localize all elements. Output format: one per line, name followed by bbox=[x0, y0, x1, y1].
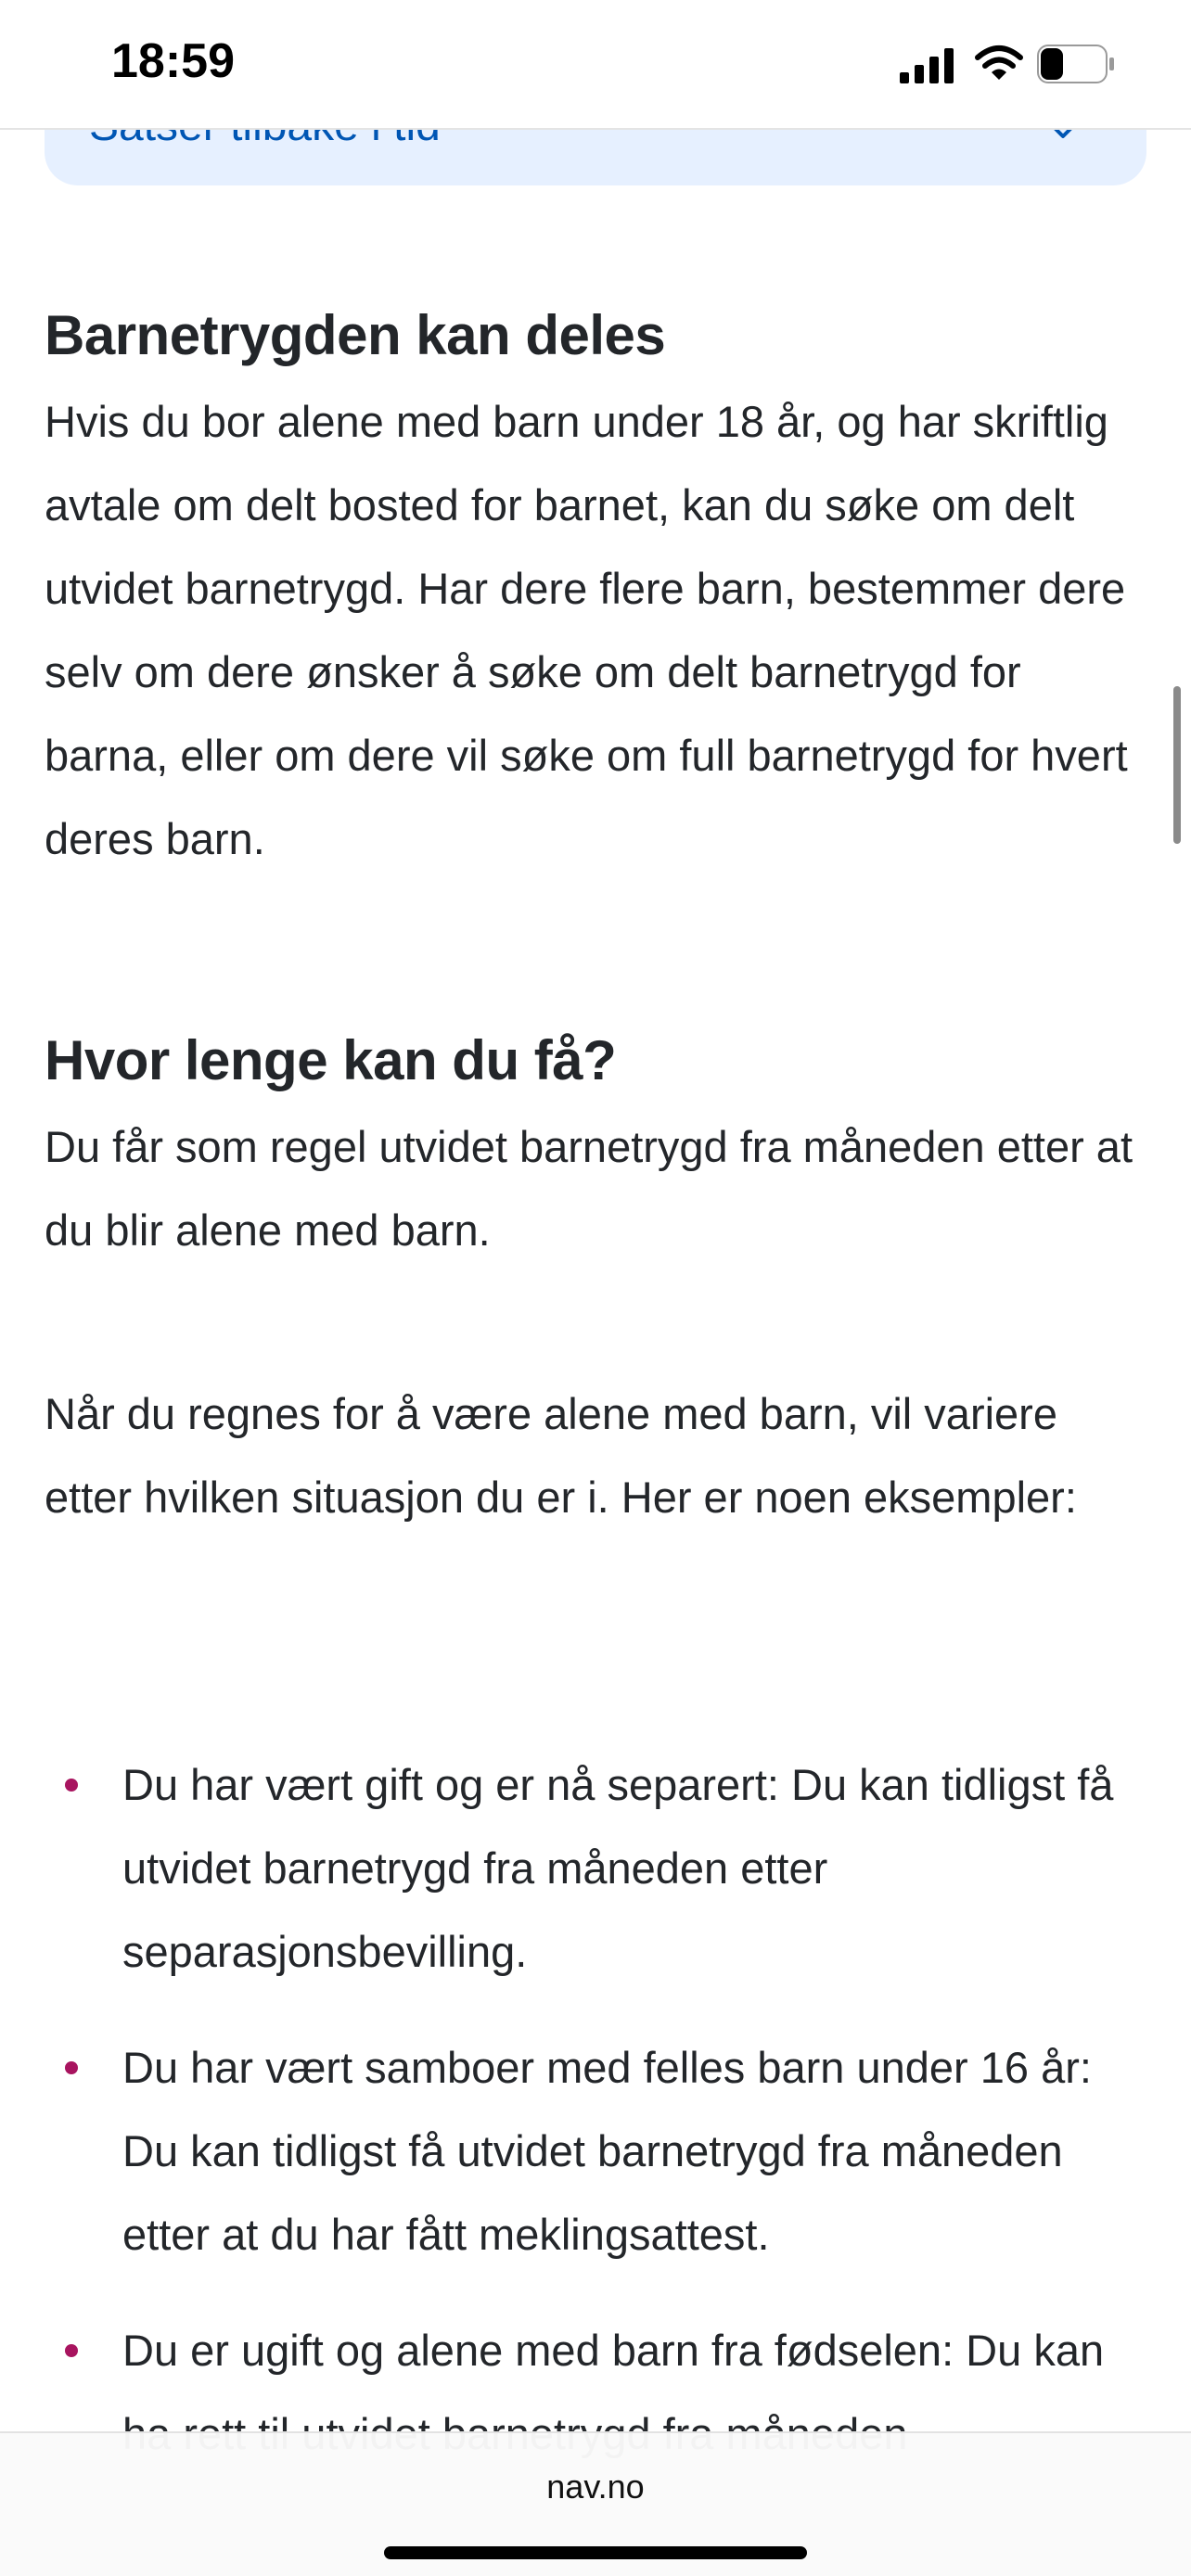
section-hvor-lenge bbox=[45, 1024, 1146, 1539]
bullet-icon bbox=[65, 2061, 78, 2074]
list-item-text: Du er ugift og alene med barn fra fødselen: Du kan bbox=[122, 2326, 1105, 2375]
battery-level: 29 bbox=[1064, 46, 1099, 82]
bullet-icon bbox=[65, 2344, 78, 2357]
section-body-examples-intro: Når du regnes for å være alene med barn, vil variere etter hvilken situasjon du er i. Her er noen eksempler: bbox=[45, 1389, 1077, 1522]
home-indicator[interactable] bbox=[384, 2546, 807, 2559]
clock: 18:59 bbox=[111, 34, 235, 88]
status-bar bbox=[0, 0, 1191, 130]
bullet-icon bbox=[65, 1779, 78, 1792]
signal-icon bbox=[900, 48, 955, 83]
section-body-intro: Du får som regel utvidet barnetrygd fra måneden etter at du blir alene med barn. bbox=[45, 1122, 1133, 1255]
wifi-icon bbox=[974, 45, 1024, 82]
section-barnetrygden-kan-deles bbox=[45, 299, 1146, 881]
scroll-indicator[interactable] bbox=[1173, 686, 1181, 844]
section-heading: Barnetrygden kan deles bbox=[45, 304, 666, 366]
section-heading: Hvor lenge kan du få? bbox=[45, 1029, 617, 1091]
address-bar[interactable] bbox=[0, 2431, 1191, 2576]
list-item bbox=[45, 1743, 1158, 1994]
list-item-text: Du har vært samboer med felles barn under 16 år: Du kan tidligst få utvidet barnetrygd fra måneden etter at du har fått meklingsattest. bbox=[122, 2043, 1092, 2259]
examples-list bbox=[45, 1743, 1158, 2476]
list-item bbox=[45, 2026, 1158, 2276]
list-item-text: Du har vært gift og er nå separert: Du kan tidligst få utvidet barnetrygd fra måneden etter separasjonsbevilling. bbox=[122, 1760, 1114, 1976]
url-domain[interactable]: nav.no bbox=[546, 2468, 645, 2506]
section-body: Hvis du bor alene med barn under 18 år, og har skriftlig avtale om delt bosted for barnet, kan du søke om delt utvidet barnetrygd. Har dere flere barn, bestemmer dere selv om dere ønsker å søke om delt barnetrygd for barna, eller om dere vil søke om full barnetrygd for hvert deres barn. bbox=[45, 397, 1128, 863]
